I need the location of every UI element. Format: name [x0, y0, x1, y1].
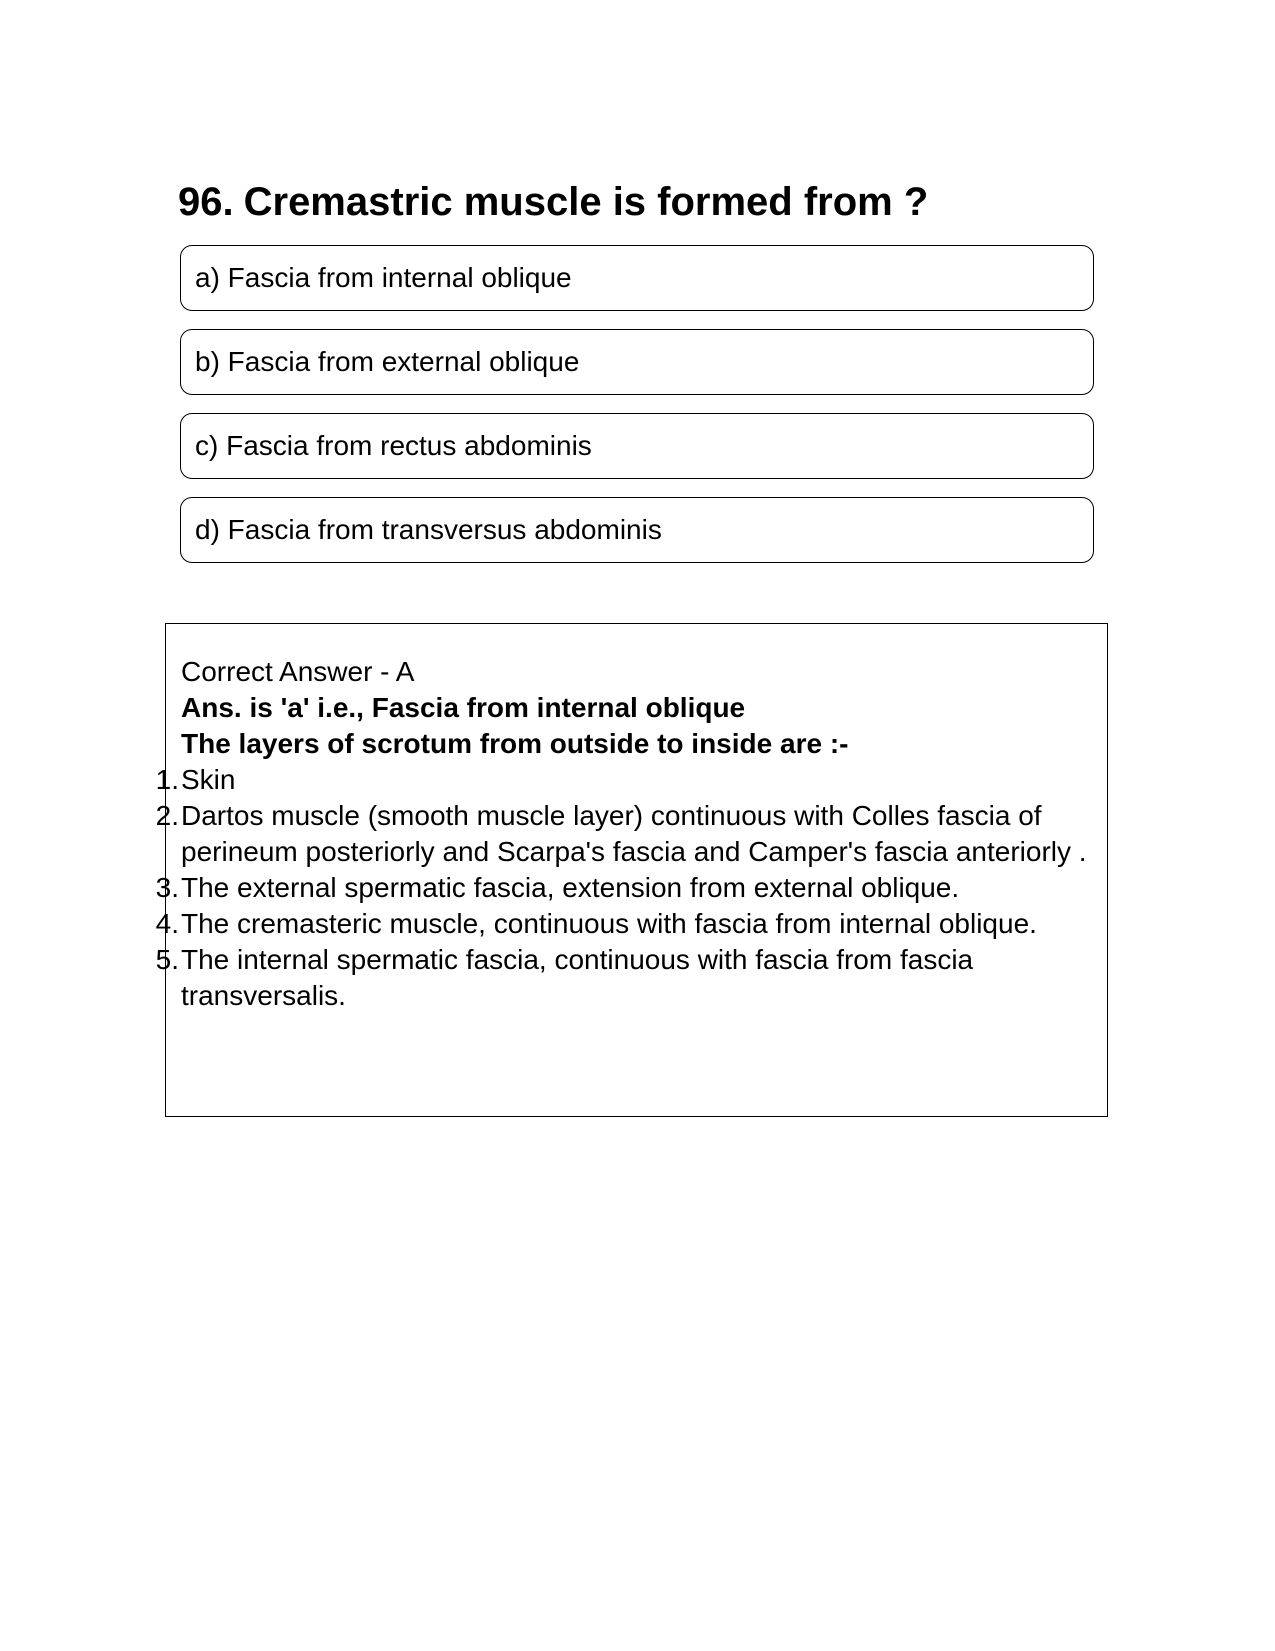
list-item-text: Dartos muscle (smooth muscle layer) continuous with Colles fascia of perineum posteriorly and Scarpa's fascia and Camper's fascia anteriorly . — [181, 800, 1087, 867]
list-item — [155, 762, 1091, 798]
list-item-text: The cremasteric muscle, continuous with fascia from internal oblique. — [181, 908, 1037, 939]
option-a[interactable]: a) Fascia from internal oblique — [180, 245, 1094, 311]
answer-content — [155, 654, 1091, 1014]
layers-heading: The layers of scrotum from outside to inside are :- — [181, 728, 849, 759]
list-item — [155, 942, 1091, 1014]
list-item-text: Skin — [181, 764, 236, 795]
list-item-number: 3. — [155, 872, 179, 903]
option-c[interactable]: c) Fascia from rectus abdominis — [180, 413, 1094, 479]
list-item-number: 1. — [155, 764, 179, 795]
list-item-number: 5. — [155, 944, 179, 975]
question-title — [178, 178, 928, 226]
layers-list — [155, 762, 1091, 1014]
option-b[interactable]: b) Fascia from external oblique — [180, 329, 1094, 395]
list-item — [155, 906, 1091, 942]
option-d[interactable]: d) Fascia from transversus abdominis — [180, 497, 1094, 563]
list-item-text: The internal spermatic fascia, continuous with fascia from fascia transversalis. — [181, 944, 974, 1011]
answer-explanation: Ans. is 'a' i.e., Fascia from internal oblique — [181, 692, 746, 723]
list-item-text: The external spermatic fascia, extension from external oblique. — [181, 872, 960, 903]
question-text: Cremastric muscle is formed from ? — [243, 180, 929, 224]
list-item-number: 4. — [155, 908, 179, 939]
question-number: 96. — [178, 180, 234, 224]
list-item-number: 2. — [155, 800, 179, 831]
list-item — [155, 870, 1091, 906]
correct-answer: Correct Answer - A — [181, 656, 415, 687]
list-item — [155, 798, 1091, 870]
